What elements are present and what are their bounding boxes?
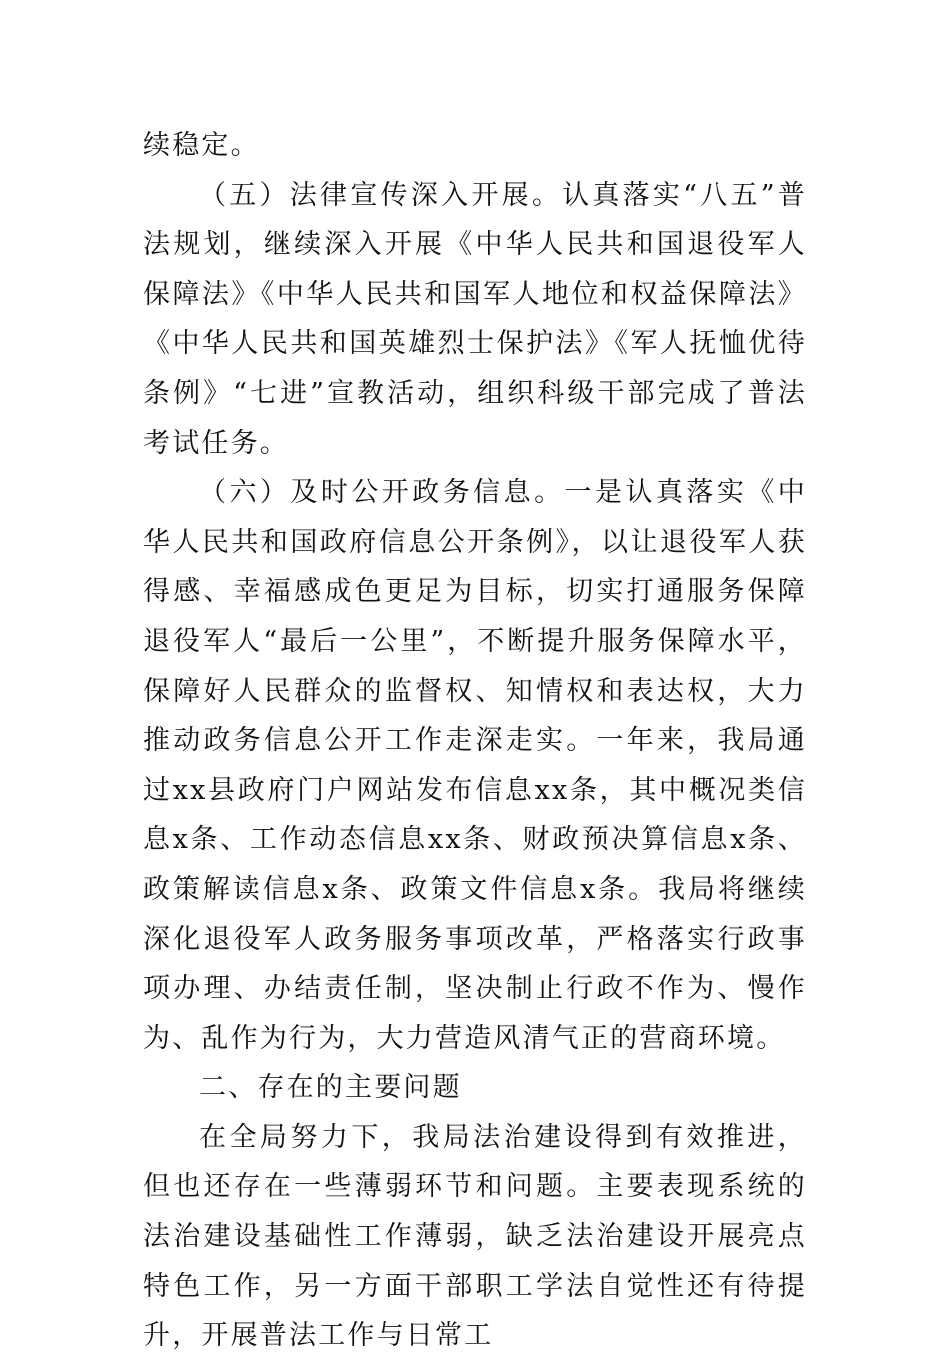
paragraph-problems: 在全局努力下，我局法治建设得到有效推进，但也还存在一些薄弱环节和问题。主要表现系统的法治建设基础性工作薄弱，缺乏法治建设开展亮点特色工作，另一方面干部职工学法自觉性还有待提升，开展普法工作与日常工 [143,1121,807,1352]
document-body [143,121,807,1361]
paragraph-government-info: （六）及时公开政务信息。一是认真落实《中华人民共和国政府信息公开条例》，以让退役军人获得感、幸福感成色更足为目标，切实打通服务保障退役军人“最后一公里”，不断提升服务保障水平，保障好人民群众的监督权、知情权和表达权，大力推动政务信息公开工作走深走实。一年来，我局通过xx县政府门户网站发布信息xx条，其中概况类信息x条、工作动态信息xx条、财政预决算信息x条、政策解读信息x条、政策文件信息x条。我局将继续深化退役军人政务服务事项改革，严格落实行政事项办理、办结责任制，坚决制止行政不作为、慢作为、乱作为行为，大力营造风清气正的营商环境。 [143,477,807,1054]
paragraph-legal-publicity: （五）法律宣传深入开展。认真落实“八五”普法规划，继续深入开展《中华人民共和国退役军人保障法》《中华人民共和国军人地位和权益保障法》《中华人民共和国英雄烈士保护法》《军人抚恤优待条例》“七进”宣教活动，组织科级干部完成了普法考试任务。 [143,179,807,459]
paragraph-continuation: 续稳定。 [143,130,260,161]
section-heading-main-problems: 二、存在的主要问题 [199,1072,462,1104]
